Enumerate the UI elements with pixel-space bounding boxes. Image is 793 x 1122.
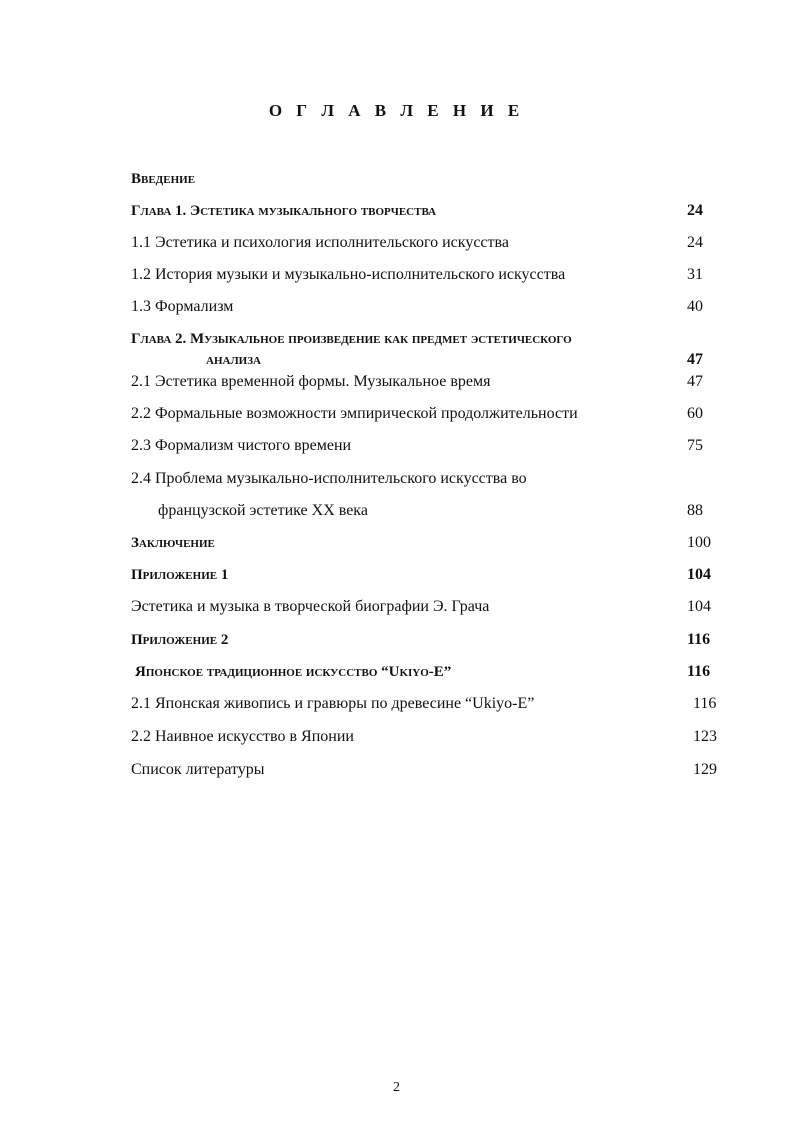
toc-entry-page: 123 [693,728,717,745]
page-number: 2 [393,1080,400,1095]
toc-entry-page: 116 [687,663,711,680]
toc-entry-label: Приложение 1 [131,567,229,583]
toc-entry-label: Введение [131,171,196,187]
toc-entry-page: 47 [687,373,703,390]
toc-entry-page: 129 [693,761,717,778]
toc-entry-page: 116 [687,631,711,648]
page-title: О Г Л А В Л Е Н И Е [268,101,525,120]
toc-entry-label: 2.3 Формализм чистого времени [131,437,352,454]
toc-entry-page: 31 [687,266,703,283]
toc-entry-label: Эстетика и музыка в творческой биографии Э. Грача [131,598,490,615]
toc-entry-page: 100 [687,534,711,551]
toc-entry-label: 2.2 Формальные возможности эмпирической продолжительности [131,405,578,422]
toc-entry-label: Японское традиционное искусство “Ukiyo-E” [135,664,452,680]
toc-entry-label: Глава 1. Эстетика музыкального творчества [131,203,437,219]
toc-entry-page: 40 [687,298,703,315]
toc-entry-page: 104 [687,566,711,583]
toc-entry-label: Заключение [131,535,215,551]
toc-entry-label: 2.1 Японская живопись и гравюры по древесине “Ukiyo-E” [131,695,535,712]
toc-entry-label: 1.2 История музыки и музыкально-исполнительского искусства [131,266,566,283]
toc-entry-label: 2.4 Проблема музыкально-исполнительского искусства во [131,470,527,487]
toc-entry-label: французской эстетике ХХ века [158,502,368,519]
toc-entry-label: 2.2 Наивное искусство в Японии [131,728,354,745]
toc-entry-label: анализа [206,352,261,368]
toc-entry-label: 1.1 Эстетика и психология исполнительского искусства [131,234,509,251]
toc-entry-label: Глава 2. Музыкальное произведение как предмет эстетического [131,331,572,347]
toc-entry-page: 75 [687,437,703,454]
toc-entry-page: 24 [687,234,703,251]
toc-entry-page: 60 [687,405,703,422]
toc-entry-label: Список литературы [131,761,265,778]
toc-entry-page: 24 [687,202,703,219]
toc-entry-label: 1.3 Формализм [131,298,234,315]
toc-entry-page: 116 [693,695,717,712]
toc-entry-page: 47 [687,351,703,368]
toc-entry-label: 2.1 Эстетика временной формы. Музыкальное время [131,373,491,390]
toc-entry-page: 104 [687,598,711,615]
toc-entry-label: Приложение 2 [131,632,229,648]
toc-entry-page: 88 [687,502,703,519]
